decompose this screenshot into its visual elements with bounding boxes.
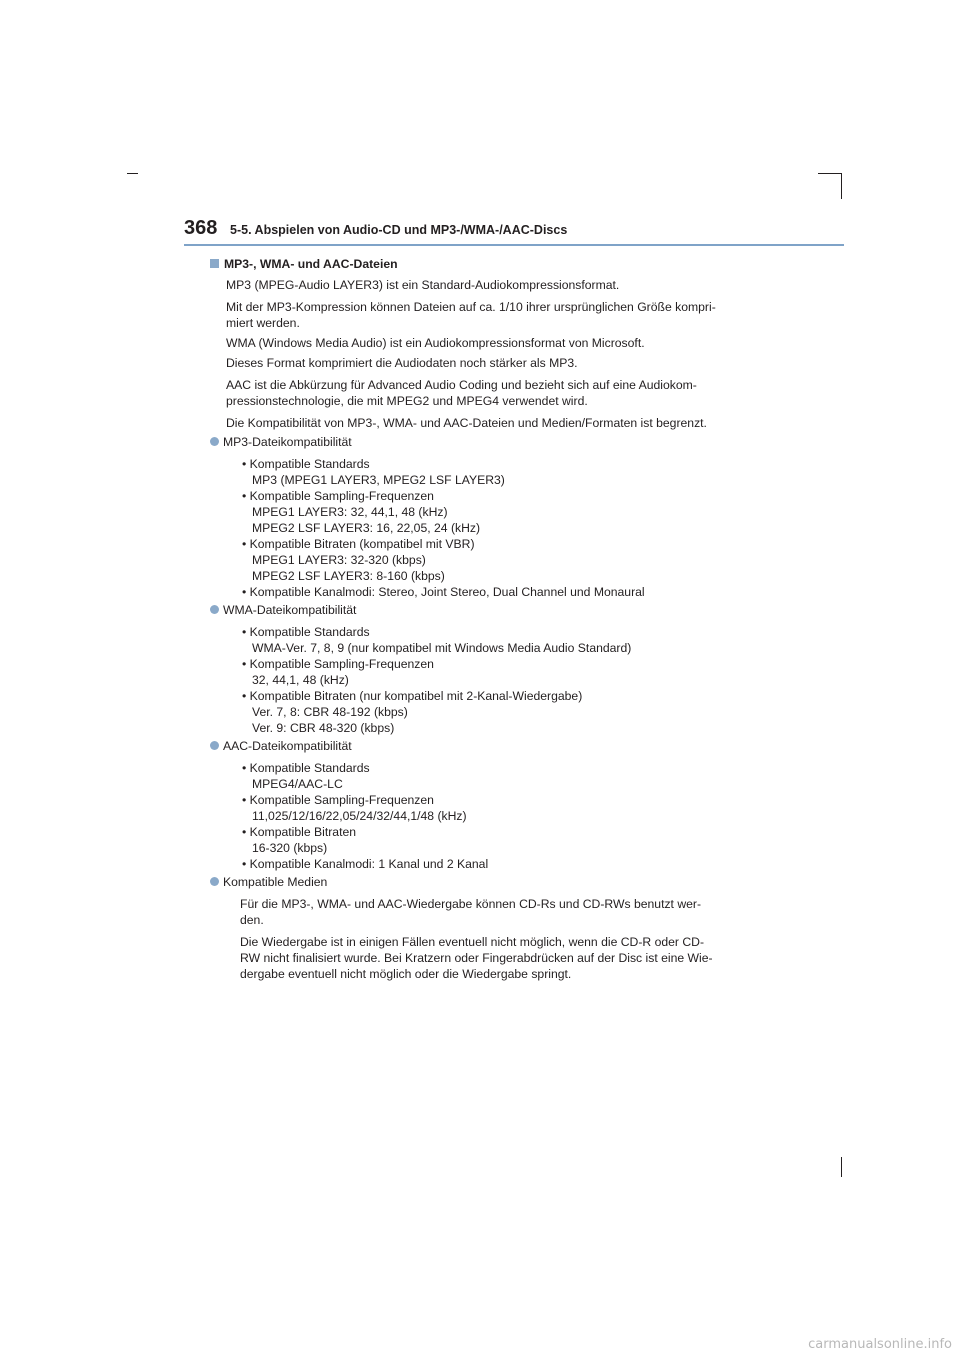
list-value: 32, 44,1, 48 (kHz) xyxy=(252,673,349,687)
circle-bullet-icon xyxy=(210,437,219,446)
list-value: MPEG2 LSF LAYER3: 16, 22,05, 24 (kHz) xyxy=(252,521,481,535)
paragraph: RW nicht finalisiert wurde. Bei Kratzern oder Fingerabdrücken auf der Disc ist eine Wie- xyxy=(240,951,713,965)
section-title: 5-5. Abspielen von Audio-CD und MP3-/WMA-/AAC-Discs xyxy=(230,223,568,237)
circle-bullet-icon xyxy=(210,877,219,886)
paragraph: den. xyxy=(240,913,264,927)
mp3-heading xyxy=(210,434,352,451)
mp3-title: MP3-Dateikompatibilität xyxy=(223,435,352,449)
medien-title: Kompatible Medien xyxy=(223,875,328,889)
page-header xyxy=(184,217,844,247)
paragraph: WMA (Windows Media Audio) ist ein Audiokompressionsformat von Microsoft. xyxy=(226,336,645,350)
list-item: • Kompatible Sampling-Frequenzen xyxy=(242,657,434,671)
list-value: MPEG4/AAC-LC xyxy=(252,777,343,791)
list-item: • Kompatible Bitraten xyxy=(242,825,357,839)
paragraph: dergabe eventuell nicht möglich oder die Wiedergabe springt. xyxy=(240,967,572,981)
wma-title: WMA-Dateikompatibilität xyxy=(223,603,357,617)
crop-mark-bottom-right xyxy=(841,1157,842,1177)
paragraph: Die Wiedergabe ist in einigen Fällen eventuell nicht möglich, wenn die CD-R oder CD- xyxy=(240,935,705,949)
paragraph: Dieses Format komprimiert die Audiodaten noch stärker als MP3. xyxy=(226,356,578,370)
watermark: carmanualsonline.info xyxy=(808,1337,952,1352)
list-value: 16-320 (kbps) xyxy=(252,841,328,855)
circle-bullet-icon xyxy=(210,741,219,750)
list-item: • Kompatible Kanalmodi: 1 Kanal und 2 Kanal xyxy=(242,857,489,871)
paragraph: Mit der MP3-Kompression können Dateien auf ca. 1/10 ihrer ursprünglichen Größe kompri- xyxy=(226,300,716,314)
list-value: WMA-Ver. 7, 8, 9 (nur kompatibel mit Windows Media Audio Standard) xyxy=(252,641,632,655)
aac-heading xyxy=(210,738,352,755)
paragraph: Die Kompatibilität von MP3-, WMA- und AAC-Dateien und Medien/Formaten ist begrenzt. xyxy=(226,416,707,430)
paragraph: pressionstechnologie, die mit MPEG2 und MPEG4 verwendet wird. xyxy=(226,394,588,408)
paragraph: AAC ist die Abkürzung für Advanced Audio Coding und bezieht sich auf eine Audiokom- xyxy=(226,378,697,392)
list-item: • Kompatible Standards xyxy=(242,457,370,471)
crop-mark-top-left xyxy=(127,173,138,174)
list-item: • Kompatible Bitraten (nur kompatibel mit 2-Kanal-Wiedergabe) xyxy=(242,689,583,703)
crop-mark-top-right-v xyxy=(841,173,842,199)
paragraph: Für die MP3-, WMA- und AAC-Wiedergabe können CD-Rs und CD-RWs benutzt wer- xyxy=(240,897,702,911)
medien-heading xyxy=(210,874,327,891)
page-number: 368 xyxy=(184,217,218,239)
list-value: Ver. 9: CBR 48-320 (kbps) xyxy=(252,721,395,735)
list-value: MPEG1 LAYER3: 32, 44,1, 48 (kHz) xyxy=(252,505,448,519)
wma-heading xyxy=(210,602,356,619)
list-item: • Kompatible Kanalmodi: Stereo, Joint Stereo, Dual Channel und Monaural xyxy=(242,585,645,599)
header-rule xyxy=(184,244,844,246)
paragraph: MP3 (MPEG-Audio LAYER3) ist ein Standard-Audiokompressionsformat. xyxy=(226,278,620,292)
aac-title: AAC-Dateikompatibilität xyxy=(223,739,352,753)
paragraph: miert werden. xyxy=(226,316,300,330)
section-heading xyxy=(210,256,398,273)
circle-bullet-icon xyxy=(210,605,219,614)
square-bullet-icon xyxy=(210,259,219,268)
list-item: • Kompatible Standards xyxy=(242,761,370,775)
list-item: • Kompatible Sampling-Frequenzen xyxy=(242,793,434,807)
list-value: Ver. 7, 8: CBR 48-192 (kbps) xyxy=(252,705,408,719)
list-value: 11,025/12/16/22,05/24/32/44,1/48 (kHz) xyxy=(252,809,467,823)
list-value: MP3 (MPEG1 LAYER3, MPEG2 LSF LAYER3) xyxy=(252,473,505,487)
list-value: MPEG2 LSF LAYER3: 8-160 (kbps) xyxy=(252,569,445,583)
list-item: • Kompatible Bitraten (kompatibel mit VBR) xyxy=(242,537,475,551)
heading-text: MP3-, WMA- und AAC-Dateien xyxy=(224,257,398,271)
list-value: MPEG1 LAYER3: 32-320 (kbps) xyxy=(252,553,426,567)
crop-mark-top-right-h xyxy=(818,173,842,174)
list-item: • Kompatible Sampling-Frequenzen xyxy=(242,489,434,503)
list-item: • Kompatible Standards xyxy=(242,625,370,639)
